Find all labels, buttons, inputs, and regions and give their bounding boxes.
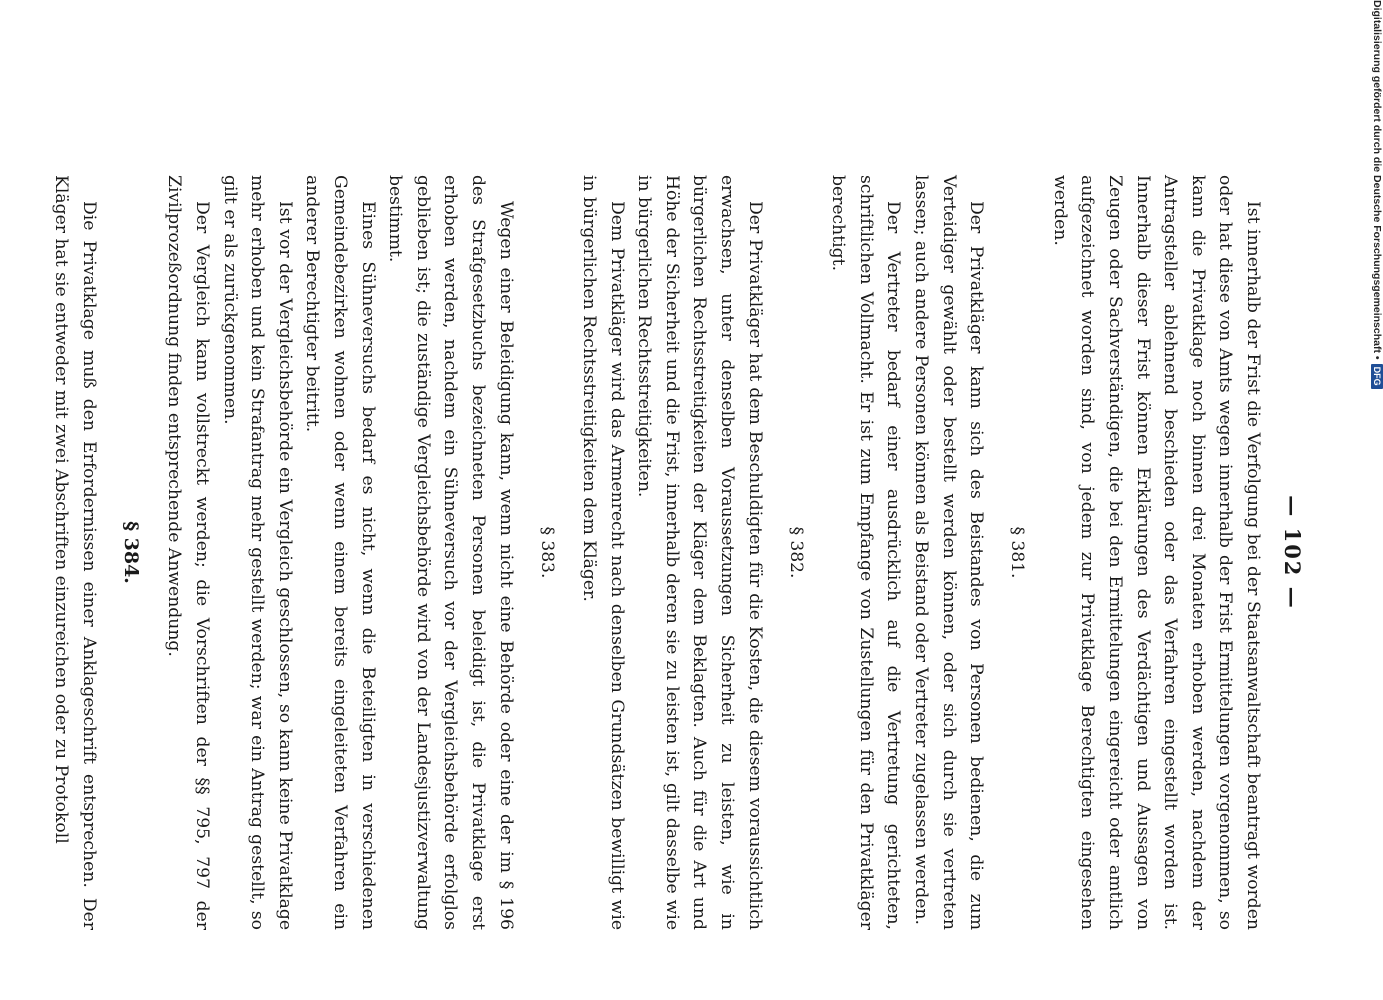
paragraph: Der Privatkläger hat dem Beschuldigten für die Kosten, die diesem voraussichtlich erwachsen, unter denselben Voraussetzungen Sicherheit zu leisten, wie in bürgerlichen Rechtsstreitigkeiten der Kläger dem Beklagten. Auch für die Art und Höhe der Sicherheit und die Frist, innerhalb deren sie zu leisten ist, gilt dasselbe wie in bürgerlichen Rechtsstreitigkeiten.: [634, 175, 765, 930]
paragraph: Ist vor der Vergleichsbehörde ein Vergleich geschlossen, so kann keine Privatklage mehr erhoben und kein Strafantrag mehr gestellt werden; war ein Antrag gestellt, so gilt er als zurückgenommen.: [219, 175, 295, 930]
paragraph: Eines Sühneversuchs bedarf es nicht, wenn die Beteiligten in verschiedenen Gemeindebezirken wohnen oder wenn einem bereits eingeleiteten Verfahren ein anderer Berechtigter beitritt.: [302, 175, 378, 930]
paragraph: Wegen einer Beleidigung kann, wenn nicht eine Behörde oder eine der im § 196 des Strafgesetzbuchs bezeichneten Personen beleidigt ist, die Privatklage erst erhoben werden, nachdem ein Sühneversuch vor der Vergleichsbehörde erfolglos geblieben ist; die zuständige Vergleichsbehörde wird von der Landesjustizverwaltung bestimmt.: [385, 175, 516, 930]
section-heading: § 382.: [785, 526, 806, 579]
section-384: [47, 175, 142, 930]
dfg-logo-icon: DFG: [1371, 364, 1383, 389]
paragraph: Der Vergleich kann vollstreckt werden; die Vorschriften der §§ 795, 797 der Zivilprozeßordnung finden entsprechende Anwendung.: [164, 175, 212, 930]
document-page: [51, 0, 1325, 1000]
section-heading: § 383.: [536, 526, 557, 579]
paragraph: Dem Privatkläger wird das Armenrecht nach denselben Grundsätzen bewilligt wie in bürgerlichen Rechtsstreitigkeiten dem Kläger.: [579, 175, 627, 930]
section-381: [824, 175, 1028, 930]
section-383: [160, 175, 557, 930]
paragraph: Ist innerhalb der Frist die Verfolgung bei der Staatsanwaltschaft beantragt worden oder hat diese von Amts wegen innerhalb der Frist Ermittelungen vorgenommen, so kann die Privatklage noch binnen drei Monaten erhoben werden, nachdem der Antragsteller ablehnend beschieden oder das Verfahren eingestellt worden ist. Innerhalb dieser Frist können Erklärungen des Verdächtigen und Aussagen von Zeugen oder Sachverständigen, die bei den Ermittelungen eingereicht oder amtlich aufgezeichnet worden sind, von jedem zur Privatklage Berechtigten eingesehen werden.: [1049, 175, 1263, 930]
intro-block: [1045, 175, 1266, 930]
paragraph: Der Vertreter bedarf einer ausdrücklich auf die Vertretung gerichteten, schriftlichen Vollmacht. Er ist zum Empfange von Zustellungen für den Privatkläger berechtigt.: [828, 175, 904, 930]
section-heading: § 384.: [119, 521, 142, 584]
section-382: [575, 175, 806, 930]
credit-text: Digitalisierung gefördert durch die Deutsche Forschungsgemeinschaft •: [1371, 0, 1383, 360]
paragraph: Die Privatklage muß den Erfordernissen einer Anklageschrift entsprechen. Der Kläger hat sie entweder mit zwei Abschriften einzureichen oder zu Protokoll: [51, 175, 99, 930]
section-heading: § 381.: [1007, 526, 1028, 579]
paragraph: Der Privatkläger kann sich des Beistandes von Personen bedienen, die zum Verteidiger gewählt oder bestellt werden können, oder sich durch sie vertreten lassen; auch andere Personen können als Beistand oder Vertreter zugelassen werden.: [911, 175, 987, 930]
digitization-credit: [1371, 0, 1383, 690]
page-number: — 102 —: [1280, 495, 1305, 610]
